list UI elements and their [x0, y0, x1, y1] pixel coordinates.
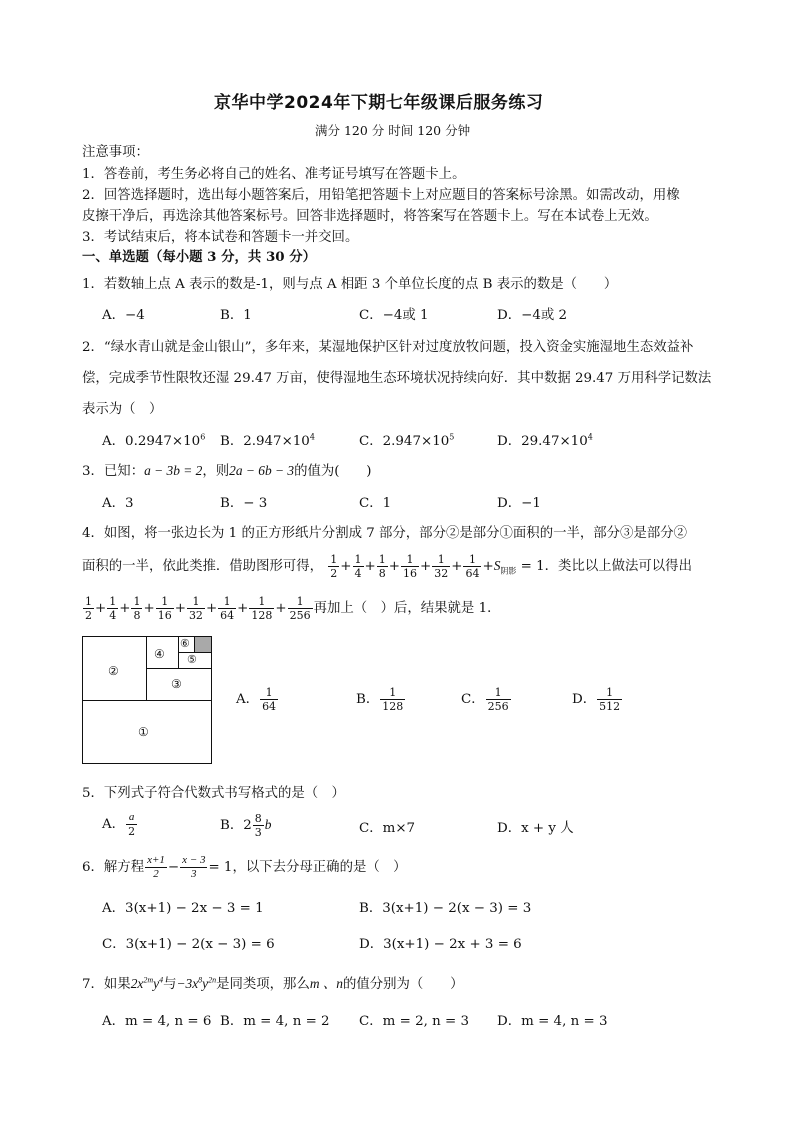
square-figure: [82, 636, 212, 764]
q4-option-a: A． $\frac{1}{64}$: [236, 686, 277, 713]
notice-2: 2．回答选择题时，选出每小题答案后，用铅笔把答题卡上对应题目的答案标号涂黑。如需改动，用橡: [82, 188, 680, 203]
q6-stem: 6．解方程 $\frac{x+1}{2}$ − $\frac{x - 3}{3}$ = 1，以下去分母正确的是（ ）: [82, 854, 407, 880]
q1-option-d: D．−4或 2: [497, 308, 568, 323]
q5-option-c: C．m×7: [359, 821, 416, 836]
q3-option-c: C．1: [359, 496, 392, 511]
q7-option-b: B．m = 4, n = 2: [220, 1014, 330, 1029]
notice-3: 3．考试结束后，将本试卷和答题卡一并交回。: [82, 230, 359, 245]
q7-stem: 7．如果$2x^{2m}y^4$与$-3x^8y^{2n}$是同类项，那么m 、n的值分别为（ ）: [82, 975, 464, 992]
page-title: 京华中学2024年下期七年级课后服务练习: [214, 93, 544, 113]
q4-option-c: C． $\frac{1}{256}$: [461, 686, 509, 713]
q6-option-a: A．3(x+1) − 2x − 3 = 1: [102, 901, 264, 916]
q1-option-c: C．−4或 1: [359, 308, 429, 323]
q1-option-b: B．1: [220, 308, 252, 323]
region-label-6: ⑥: [180, 637, 190, 650]
region-label-1: ①: [138, 725, 149, 739]
q3-option-b: B．− 3: [220, 496, 268, 511]
q3-stem: 3．已知：a − 3b = 2，则2a − 6b − 3的值为( ): [82, 463, 372, 479]
q1-option-a: A．−4: [102, 308, 145, 323]
region-label-5: ⑤: [187, 653, 197, 666]
shaded-region: [194, 636, 212, 653]
q5-option-a: A． $\frac{a}{2}$: [102, 811, 136, 838]
q5-stem: 5．下列式子符合代数式书写格式的是（ ）: [82, 786, 345, 801]
q5-option-d: D．x + y 人: [497, 821, 574, 836]
q2-option-b: B．$2.947\times 10^4$: [220, 432, 315, 449]
notice-heading: 注意事项：: [82, 145, 149, 160]
q2-line-1: 2．“绿水青山就是金山银山”，多年来，某湿地保护区针对过度放牧问题，投入资金实施湿地生态效益补: [82, 340, 694, 355]
region-label-2: ②: [108, 664, 119, 678]
q5-option-b: B．2 $\frac{8}{3}$ b: [220, 812, 272, 839]
region-label-3: ③: [171, 677, 182, 691]
q4-line-3: $\frac{1}{2}$ + $\frac{1}{4}$ + $\frac{1}{8}$ + $\frac{1}{16}$ + $\frac{1}{32}$ + $\frac{1}{64}$ + $\frac{1}{128}$ + $\frac{1}{256}$ 再加上（ ）后，结果就是 1．: [85, 595, 501, 622]
q4-option-d: D． $\frac{1}{512}$: [572, 686, 621, 713]
q6-option-b: B．3(x+1) − 2(x − 3) = 3: [359, 901, 532, 916]
q1-stem: 1．若数轴上点 A 表示的数是-1，则与点 A 相距 3 个单位长度的点 B 表示的数是（ ）: [82, 277, 618, 292]
notice-2-cont: 皮擦干净后，再选涂其他答案标号。回答非选择题时，将答案写在答题卡上。写在本试卷上无效。: [82, 209, 658, 224]
q3-option-a: A．3: [102, 496, 134, 511]
page-subtitle: 满分 120 分 时间 120 分钟: [315, 123, 471, 138]
q2-line-2: 偿，完成季节性限牧还湿 29.47 万亩，使得湿地生态环境状况持续向好．其中数据 29.47 万用科学记数法: [82, 371, 712, 386]
q6-option-d: D．3(x+1) − 2x + 3 = 6: [359, 937, 522, 952]
q3-option-d: D．−1: [497, 496, 541, 511]
q4-option-b: B． $\frac{1}{128}$: [356, 686, 404, 713]
q7-option-d: D．m = 4, n = 3: [497, 1014, 608, 1029]
q4-line-2: 面积的一半，依此类推．借助图形可得， $\frac{1}{2}$ + $\frac{1}{4}$ + $\frac{1}{8}$ + $\frac{1}{16}$ + $\frac{1}{32}$ + $\frac{1}{64}$ $+S_{阴影} = 1$．类比以上做法可以得出: [82, 553, 692, 580]
q6-option-c: C．3(x+1) − 2(x − 3) = 6: [102, 937, 275, 952]
q2-option-a: A．$0.2947\times 10^6$: [102, 432, 206, 449]
q7-option-c: C．m = 2, n = 3: [359, 1014, 469, 1029]
q2-line-3: 表示为（ ）: [82, 402, 163, 417]
region-label-4: ④: [154, 647, 165, 661]
notice-1: 1．答卷前，考生务必将自己的姓名、准考证号填写在答题卡上。: [82, 167, 466, 182]
q4-line-1: 4．如图，将一张边长为 1 的正方形纸片分割成 7 部分，部分②是部分①面积的一半，部分③是部分②: [82, 526, 687, 541]
q7-option-a: A．m = 4, n = 6: [102, 1014, 212, 1029]
q2-option-c: C．$2.947\times 10^5$: [359, 432, 455, 449]
section-heading: 一、单选题（每小题 3 分，共 30 分）: [82, 249, 317, 265]
q2-option-d: D．$29.47\times 10^4$: [497, 432, 593, 449]
